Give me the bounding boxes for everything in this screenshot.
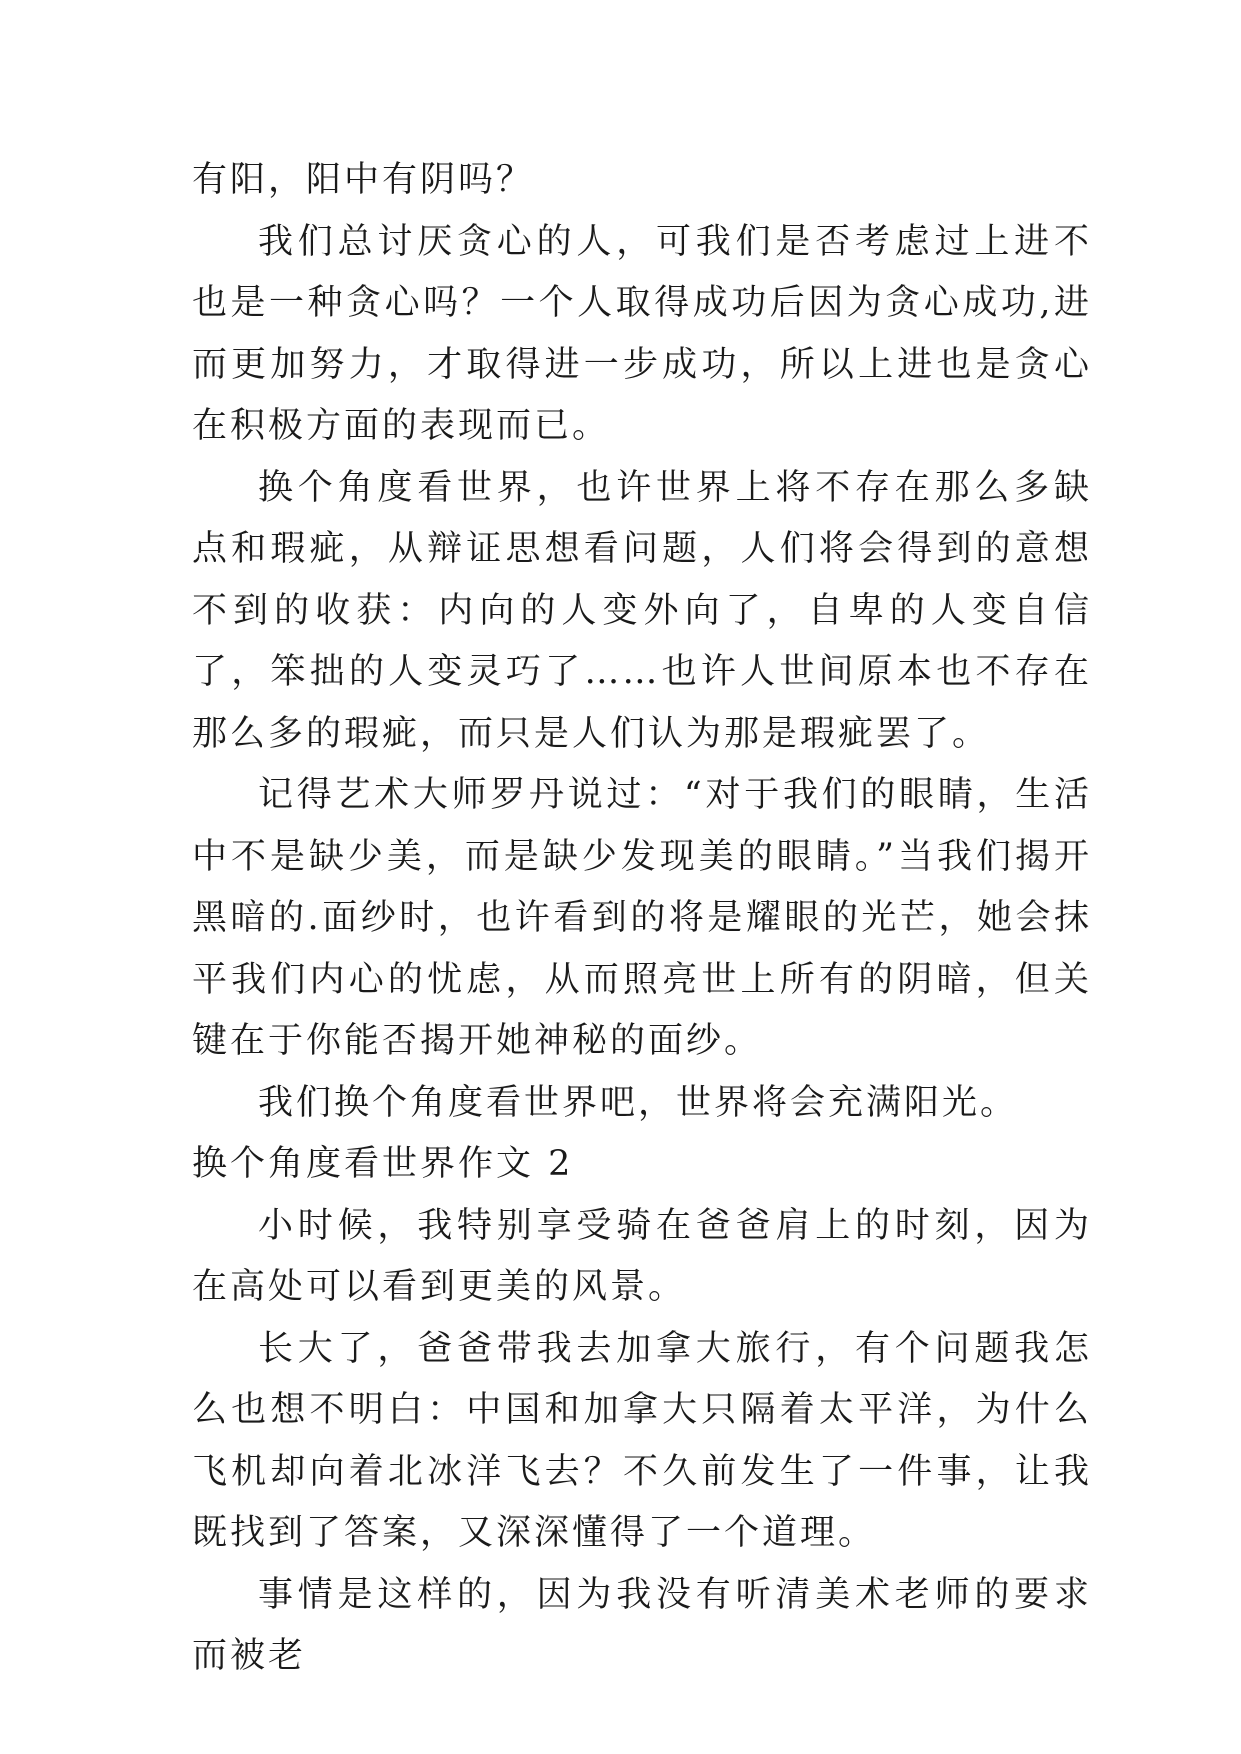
essay-heading: 换个角度看世界作文 2: [192, 1144, 574, 1184]
paragraph-greed: 我们总讨厌贪心的人，可我们是否考虑过上进不也是一种贪心吗？一个人取得成功后因为贪心成功,进而更加努力，才取得进一步成功，所以上进也是贪心在积极方面的表现而已。: [192, 221, 1092, 446]
paragraph-conclusion: 我们换个角度看世界吧，世界将会充满阳光。: [258, 1082, 1019, 1123]
document-body: [192, 150, 1092, 1688]
paragraph-perspective: 换个角度看世界，也许世界上将不存在那么多缺点和瑕疵，从辩证思想看问题，人们将会得到的意想不到的收获：内向的人变外向了，自卑的人变自信了，笨拙的人变灵巧了……也许人世间原本也不存在那么多的瑕疵，而只是人们认为那是瑕疵罢了。: [192, 467, 1092, 754]
paragraph-art-teacher: 事情是这样的，因为我没有听清美术老师的要求而被老: [192, 1574, 1092, 1676]
paragraph-childhood: 小时候，我特别享受骑在爸爸肩上的时刻，因为在高处可以看到更美的风景。: [192, 1205, 1092, 1307]
paragraph-canada-trip: 长大了，爸爸带我去加拿大旅行，有个问题我怎么也想不明白：中国和加拿大只隔着太平洋，为什么飞机却向着北冰洋飞去？不久前发生了一件事，让我既找到了答案，又深深懂得了一个道理。: [192, 1328, 1092, 1553]
paragraph-continuation: 有阳，阳中有阴吗？: [192, 160, 535, 200]
paragraph-rodin-quote: 记得艺术大师罗丹说过：“对于我们的眼睛，生活中不是缺少美，而是缺少发现美的眼睛。”当我们揭开黑暗的.面纱时，也许看到的将是耀眼的光芒，她会抹平我们内心的忧虑，从而照亮世上所有的阴暗，但关键在于你能否揭开她神秘的面纱。: [192, 775, 1092, 1061]
